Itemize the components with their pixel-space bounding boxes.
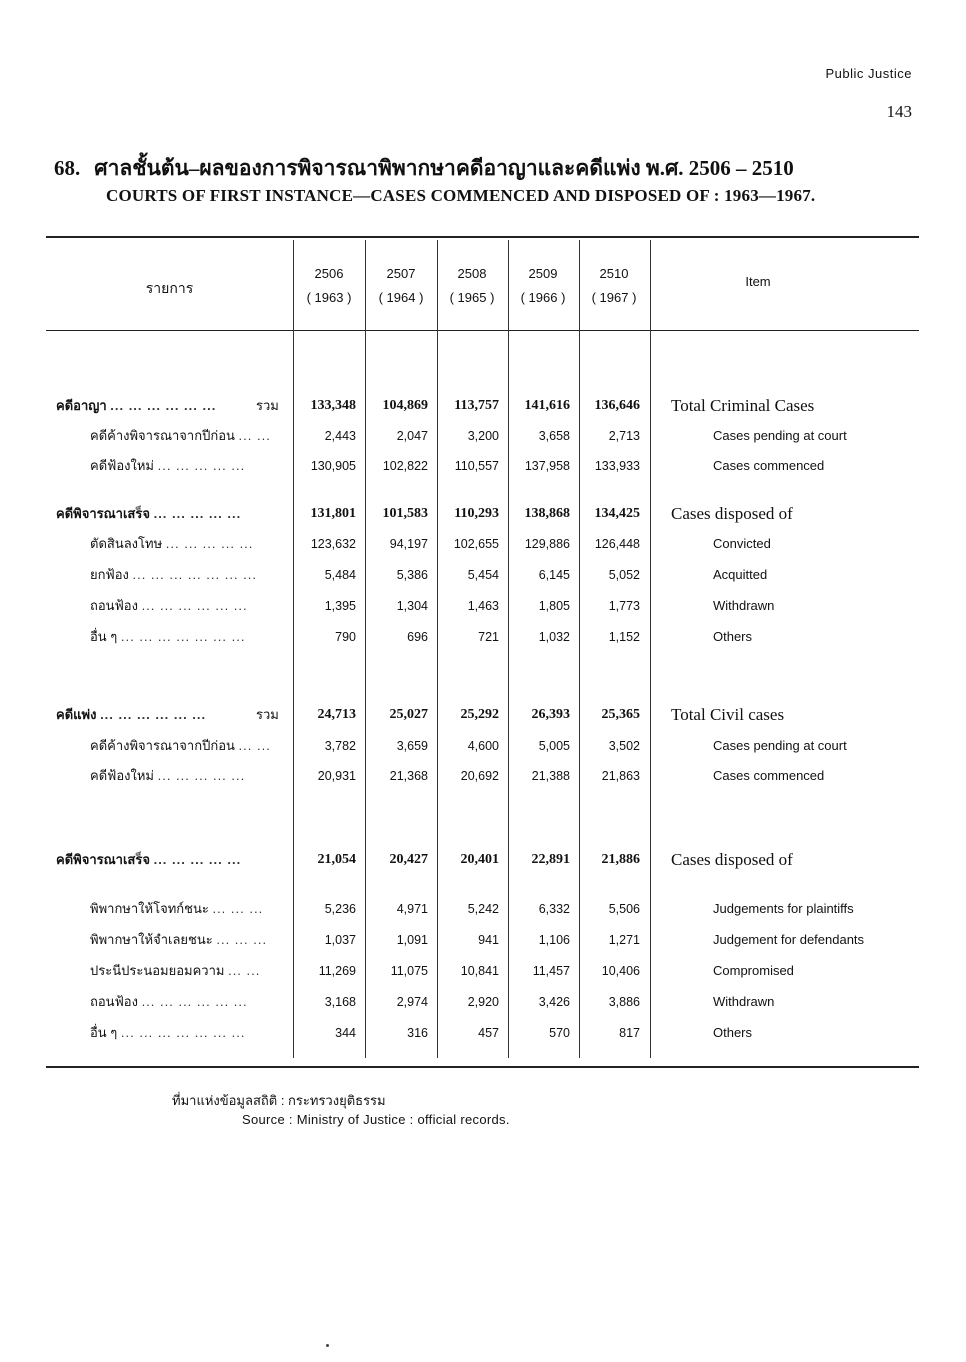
source-note-english: Source : Ministry of Justice : official records.: [242, 1112, 510, 1127]
row-label-english: Cases commenced: [713, 768, 825, 783]
page-number: 143: [886, 102, 912, 121]
cell-2506: 133,348: [310, 398, 356, 413]
cell-2507: 21,368: [389, 769, 428, 783]
row-label-english: Total Civil cases: [671, 705, 785, 724]
cell-2507: 5,386: [396, 568, 428, 582]
year-ad: ( 1966 ): [520, 290, 566, 305]
row-label-english: Convicted: [713, 536, 771, 551]
column-header-2506: [294, 262, 364, 310]
row-label-thai: คดีพิจารณาเสร็จ ... ... ... ... ...: [56, 506, 242, 521]
year-ad: ( 1965 ): [449, 290, 495, 305]
cell-2510: 133,933: [594, 459, 640, 473]
table-row: [0, 959, 966, 983]
cell-2510: 1,271: [608, 933, 640, 947]
cell-2510: 21,886: [601, 852, 640, 867]
year-be: 2510: [599, 266, 629, 281]
cell-2507: 2,974: [396, 995, 428, 1009]
row-label-english: Withdrawn: [713, 994, 775, 1009]
cell-2508: 1,463: [467, 599, 499, 613]
cell-2506: 2,443: [324, 429, 356, 443]
cell-2507: 316: [407, 1026, 428, 1040]
header-bottom-rule: [46, 330, 919, 331]
cell-2508: 5,242: [467, 902, 499, 916]
cell-2506: 790: [335, 630, 356, 644]
cell-2507: 11,075: [390, 964, 428, 978]
cell-2507: 1,304: [396, 599, 428, 613]
cell-2507: 2,047: [396, 429, 428, 443]
cell-2510: 10,406: [601, 964, 640, 978]
row-label-thai: คดีค้างพิจารณาจากปีก่อน ... ...: [90, 738, 271, 753]
total-marker: รวม: [256, 398, 279, 413]
cell-2508: 20,692: [460, 769, 499, 783]
cell-2509: 22,891: [531, 852, 570, 867]
cell-2508: 4,600: [467, 739, 499, 753]
cell-2506: 123,632: [310, 537, 356, 551]
row-label-thai: ตัดสินลงโทษ ... ... ... ... ...: [90, 536, 254, 551]
cell-2510: 136,646: [594, 398, 640, 413]
cell-2509: 1,805: [538, 599, 570, 613]
row-label-thai: ประนีประนอมยอมความ ... ...: [90, 963, 261, 978]
cell-2506: 21,054: [317, 852, 356, 867]
row-label-english: Judgement for defendants: [713, 932, 865, 947]
cell-2508: 113,757: [454, 398, 499, 413]
cell-2506: 1,395: [324, 599, 356, 613]
cell-2508: 110,557: [454, 459, 499, 473]
row-label-english: Cases commenced: [713, 458, 825, 473]
cell-2506: 5,236: [324, 902, 356, 916]
cell-2509: 6,332: [538, 902, 570, 916]
row-label-thai: ถอนฟ้อง ... ... ... ... ... ...: [90, 598, 248, 613]
row-label-thai: คดีพิจารณาเสร็จ ... ... ... ... ...: [56, 852, 242, 867]
cell-2510: 1,773: [608, 599, 640, 613]
row-label-thai: ถอนฟ้อง ... ... ... ... ... ...: [90, 994, 248, 1009]
table-row: [0, 454, 966, 478]
table-row-total-criminal: [0, 394, 966, 418]
row-label-english: Total Criminal Cases: [671, 396, 815, 415]
cell-2508: 5,454: [467, 568, 499, 582]
row-label-thai: พิพากษาให้จำเลยชนะ ... ... ...: [90, 932, 268, 947]
cell-2506: 130,905: [310, 459, 356, 473]
year-ad: ( 1967 ): [591, 290, 637, 305]
row-label-english: Others: [713, 1025, 753, 1040]
cell-2507: 4,971: [396, 902, 428, 916]
year-be: 2509: [528, 266, 558, 281]
cell-2508: 10,841: [460, 964, 499, 978]
cell-2507: 20,427: [389, 852, 428, 867]
table-bottom-rule: [46, 1066, 919, 1068]
cell-2506: 20,931: [317, 769, 356, 783]
cell-2510: 21,863: [601, 769, 640, 783]
cell-2506: 344: [335, 1026, 356, 1040]
cell-2506: 3,168: [324, 995, 356, 1009]
cell-2509: 570: [549, 1026, 570, 1040]
cell-2508: 110,293: [454, 506, 499, 521]
column-header-2510: [579, 262, 649, 310]
cell-2508: 457: [478, 1026, 499, 1040]
table-row: [0, 734, 966, 758]
row-label-thai: คดีฟ้องใหม่ ... ... ... ... ...: [90, 458, 246, 473]
cell-2509: 137,958: [524, 459, 570, 473]
row-label-thai: ยกฟ้อง ... ... ... ... ... ... ...: [90, 567, 258, 582]
cell-2507: 3,659: [396, 739, 428, 753]
table-row: [0, 563, 966, 587]
total-marker: รวม: [256, 707, 279, 722]
cell-2508: 721: [478, 630, 499, 644]
cell-2510: 5,052: [608, 568, 640, 582]
cell-2507: 1,091: [396, 933, 428, 947]
table-row: [0, 424, 966, 448]
column-header-2507: [366, 262, 436, 310]
row-label-thai: อื่น ๆ ... ... ... ... ... ... ...: [90, 629, 246, 644]
cell-2509: 11,457: [532, 964, 570, 978]
cell-2510: 3,502: [608, 739, 640, 753]
cell-2509: 141,616: [524, 398, 570, 413]
print-speck: [326, 1344, 329, 1347]
cell-2510: 817: [619, 1026, 640, 1040]
cell-2506: 131,801: [310, 506, 356, 521]
table-top-rule: [46, 236, 919, 238]
cell-2510: 134,425: [594, 506, 640, 521]
year-ad: ( 1963 ): [306, 290, 352, 305]
column-header-2509: [508, 262, 578, 310]
cell-2510: 126,448: [594, 537, 640, 551]
cell-2509: 1,032: [538, 630, 570, 644]
cell-2508: 102,655: [453, 537, 499, 551]
table-row-criminal-disposed: [0, 502, 966, 526]
cell-2509: 21,388: [531, 769, 570, 783]
cell-2510: 25,365: [601, 707, 640, 722]
cell-2507: 101,583: [382, 506, 428, 521]
cell-2509: 1,106: [538, 933, 570, 947]
running-title: Public Justice: [825, 66, 912, 81]
row-label-english: Judgements for plaintiffs: [713, 901, 854, 916]
cell-2509: 3,658: [538, 429, 570, 443]
table-row: [0, 625, 966, 649]
year-be: 2508: [457, 266, 487, 281]
cell-2508: 25,292: [460, 707, 499, 722]
row-label-english: Others: [713, 629, 753, 644]
column-header-2508: [437, 262, 507, 310]
table-row: [0, 594, 966, 618]
row-label-thai: คดีแพ่ง ... ... ... ... ... ...: [56, 707, 207, 722]
cell-2506: 3,782: [324, 739, 356, 753]
table-row-civil-disposed: [0, 848, 966, 872]
cell-2509: 129,886: [524, 537, 570, 551]
item-header-thai: รายการ: [145, 280, 194, 296]
table-row: [0, 764, 966, 788]
cell-2507: 25,027: [389, 707, 428, 722]
cell-2509: 6,145: [538, 568, 570, 582]
table-title-thai: [54, 152, 794, 185]
source-note-thai: ที่มาแห่งข้อมูลสถิติ : กระทรวงยุติธรรม: [172, 1093, 386, 1108]
cell-2509: 26,393: [531, 707, 570, 722]
cell-2509: 3,426: [538, 995, 570, 1009]
row-label-english: Cases disposed of: [671, 850, 793, 869]
row-label-english: Cases disposed of: [671, 504, 793, 523]
cell-2509: 138,868: [524, 506, 570, 521]
cell-2510: 3,886: [608, 995, 640, 1009]
cell-2507: 104,869: [382, 398, 428, 413]
cell-2509: 5,005: [538, 739, 570, 753]
row-label-thai: พิพากษาให้โจทก์ชนะ ... ... ...: [90, 901, 264, 916]
cell-2508: 2,920: [467, 995, 499, 1009]
table-row: [0, 1021, 966, 1045]
row-label-english: Cases pending at court: [713, 428, 847, 443]
row-label-thai: อื่น ๆ ... ... ... ... ... ... ...: [90, 1025, 246, 1040]
year-be: 2507: [386, 266, 416, 281]
row-label-thai: คดีฟ้องใหม่ ... ... ... ... ...: [90, 768, 246, 783]
year-be: 2506: [314, 266, 344, 281]
cell-2508: 3,200: [467, 429, 499, 443]
cell-2506: 24,713: [317, 707, 356, 722]
cell-2506: 1,037: [324, 933, 356, 947]
cell-2507: 102,822: [382, 459, 428, 473]
row-label-thai: คดีค้างพิจารณาจากปีก่อน ... ...: [90, 428, 271, 443]
cell-2507: 696: [407, 630, 428, 644]
table-row-total-civil: [0, 703, 966, 727]
cell-2507: 94,197: [389, 537, 428, 551]
table-row: [0, 990, 966, 1014]
table-row: [0, 897, 966, 921]
row-label-english: Acquitted: [713, 567, 768, 582]
row-label-english: Cases pending at court: [713, 738, 847, 753]
table-title-thai-text: ศาลชั้นต้น–ผลของการพิจารณาพิพากษาคดีอาญาและคดีแพ่ง พ.ศ. 2506 – 2510: [94, 156, 794, 180]
cell-2510: 1,152: [608, 630, 640, 644]
row-label-thai: คดีอาญา ... ... ... ... ... ...: [56, 398, 217, 413]
cell-2508: 941: [478, 933, 499, 947]
cell-2510: 5,506: [608, 902, 640, 916]
item-header-english: Item: [745, 274, 771, 289]
table-row: [0, 928, 966, 952]
table-title-english: COURTS OF FIRST INSTANCE—CASES COMMENCED AND DISPOSED OF : 1963—1967.: [106, 186, 816, 205]
year-ad: ( 1964 ): [378, 290, 424, 305]
cell-2508: 20,401: [460, 852, 499, 867]
cell-2506: 11,269: [318, 964, 356, 978]
cell-2506: 5,484: [324, 568, 356, 582]
row-label-english: Withdrawn: [713, 598, 775, 613]
table-row: [0, 532, 966, 556]
row-label-english: Compromised: [713, 963, 794, 978]
cell-2510: 2,713: [608, 429, 640, 443]
table-number: 68.: [54, 156, 81, 180]
